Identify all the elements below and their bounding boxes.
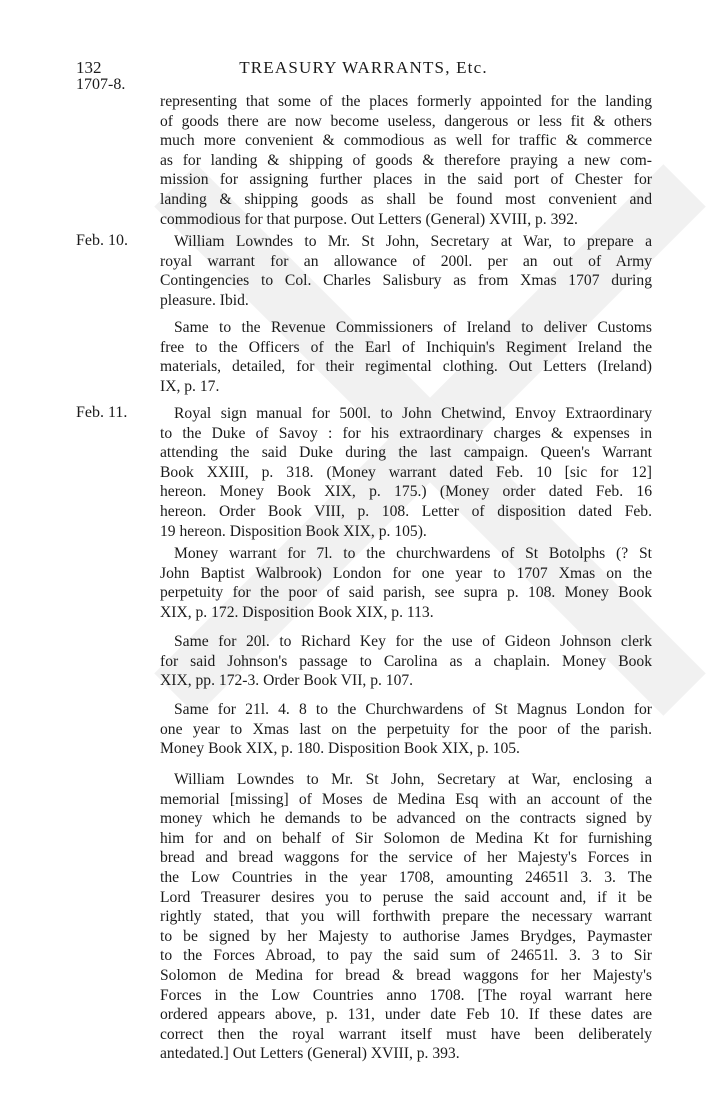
- text-line: John Baptist Walbrook) London for one year to 1707 Xmas on the: [160, 564, 652, 582]
- text-line: Forces in the Low Countries anno 1708. [The royal warrant here: [160, 986, 652, 1004]
- text-line: rightly stated, that you will forthwith prepare the necessary warrant: [160, 908, 652, 926]
- entry-text: [160, 318, 652, 396]
- text-line: much more convenient & commodious as well for traffic & commerce: [160, 132, 652, 150]
- entry-text: [160, 92, 652, 229]
- text-line: money which he demands to be advanced on the contracts signed by: [160, 810, 652, 828]
- text-line: correct then the royal warrant itself must have been deliberately: [160, 1025, 652, 1043]
- text-line: attending the said Duke during the last campaign. Queen's Warrant: [160, 444, 652, 462]
- entry-text: [160, 770, 652, 1064]
- text-line: William Lowndes to Mr. St John, Secretary at War, enclosing a: [174, 771, 652, 788]
- text-line: XIX, p. 172. Disposition Book XIX, p. 113.: [160, 603, 434, 621]
- text-line: materials, detailed, for their regimental clothing. Out Letters (Ireland): [160, 358, 652, 376]
- text-line: representing that some of the places formerly appointed for the landing: [160, 93, 652, 110]
- entry-text: [160, 700, 652, 759]
- text-line: to the Forces Abroad, to pay the said sum of 24651l. 3. 3 to Sir: [160, 947, 652, 965]
- entry-text: [160, 632, 652, 691]
- text-line: bread and bread waggons for the service of her Majesty's Forces in: [160, 849, 652, 867]
- text-line: royal warrant for an allowance of 200l. per an out of Army: [160, 252, 652, 270]
- text-line: landing & shipping goods as shall be found most convenient and: [160, 190, 652, 208]
- entry-text: [160, 232, 652, 310]
- entry-date: Feb. 11.: [76, 404, 128, 421]
- entry-text: [160, 544, 652, 622]
- text-line: hereon. Money Book XIX, p. 175.) (Money order dated Feb. 16: [160, 483, 652, 501]
- text-line: memorial [missing] of Moses de Medina Esq with an account of the: [160, 790, 652, 808]
- text-line: commodious for that purpose. Out Letters (General) XVIII, p. 392.: [160, 210, 578, 228]
- text-line: mission for assigning further places in the said port of Chester for: [160, 171, 652, 189]
- entry-date: Feb. 10.: [76, 232, 128, 249]
- text-line: perpetuity for the poor of said parish, see supra p. 108. Money Book: [160, 584, 652, 602]
- entry-text: [160, 404, 652, 541]
- text-line: Royal sign manual for 500l. to John Chetwind, Envoy Extraordinary: [174, 405, 652, 422]
- text-line: the Low Countries in the year 1708, amounting 24651l 3. 3. The: [160, 868, 652, 886]
- text-line: one year to Xmas last on the perpetuity for the poor of the parish.: [160, 720, 652, 738]
- text-line: hereon. Order Book VIII, p. 108. Letter of disposition dated Feb.: [160, 502, 652, 520]
- text-line: XIX, pp. 172-3. Order Book VII, p. 107.: [160, 672, 414, 690]
- text-line: Same for 21l. 4. 8 to the Churchwardens of St Magnus London for: [174, 701, 652, 718]
- text-line: antedated.] Out Letters (General) XVIII, p. 393.: [160, 1045, 460, 1063]
- text-line: William Lowndes to Mr. St John, Secretary at War, to prepare a: [174, 233, 652, 250]
- text-line: ordered appears above, p. 131, under date Feb 10. If these dates are: [160, 1006, 652, 1024]
- text-line: of goods there are now become useless, dangerous or less fit & others: [160, 112, 652, 130]
- text-line: 19 hereon. Disposition Book XIX, p. 105).: [160, 522, 427, 540]
- text-line: Book XXIII, p. 318. (Money warrant dated Feb. 10 [sic for 12]: [160, 463, 652, 481]
- text-line: Money Book XIX, p. 180. Disposition Book XIX, p. 105.: [160, 740, 520, 758]
- running-title: TREASURY WARRANTS, Etc.: [239, 58, 488, 77]
- text-line: Solomon de Medina for bread & bread waggons for her Majesty's: [160, 966, 652, 984]
- text-line: him for and on behalf of Sir Solomon de Medina Kt for furnishing: [160, 829, 652, 847]
- text-line: pleasure. Ibid.: [160, 291, 249, 309]
- text-line: for said Johnson's passage to Carolina as a chaplain. Money Book: [160, 652, 652, 670]
- text-line: Same for 20l. to Richard Key for the use of Gideon Johnson clerk: [174, 633, 652, 650]
- year-label: 1707-8.: [76, 76, 126, 93]
- text-line: to be signed by her Majesty to authorise James Brydges, Paymaster: [160, 927, 652, 945]
- text-line: free to the Officers of the Earl of Inchiquin's Regiment Ireland the: [160, 338, 652, 356]
- text-line: as for landing & shipping of goods & therefore praying a new com-: [160, 151, 652, 169]
- text-line: Lord Treasurer desires you to peruse the said account and, if it be: [160, 888, 652, 906]
- page-number: 132: [76, 58, 102, 77]
- text-line: IX, p. 17.: [160, 377, 220, 395]
- text-line: Contingencies to Col. Charles Salisbury as from Xmas 1707 during: [160, 272, 652, 290]
- text-line: to the Duke of Savoy : for his extraordinary charges & expenses in: [160, 424, 652, 442]
- text-line: Money warrant for 7l. to the churchwardens of St Botolphs (? St: [174, 545, 652, 562]
- text-line: Same to the Revenue Commissioners of Ireland to deliver Customs: [174, 319, 652, 336]
